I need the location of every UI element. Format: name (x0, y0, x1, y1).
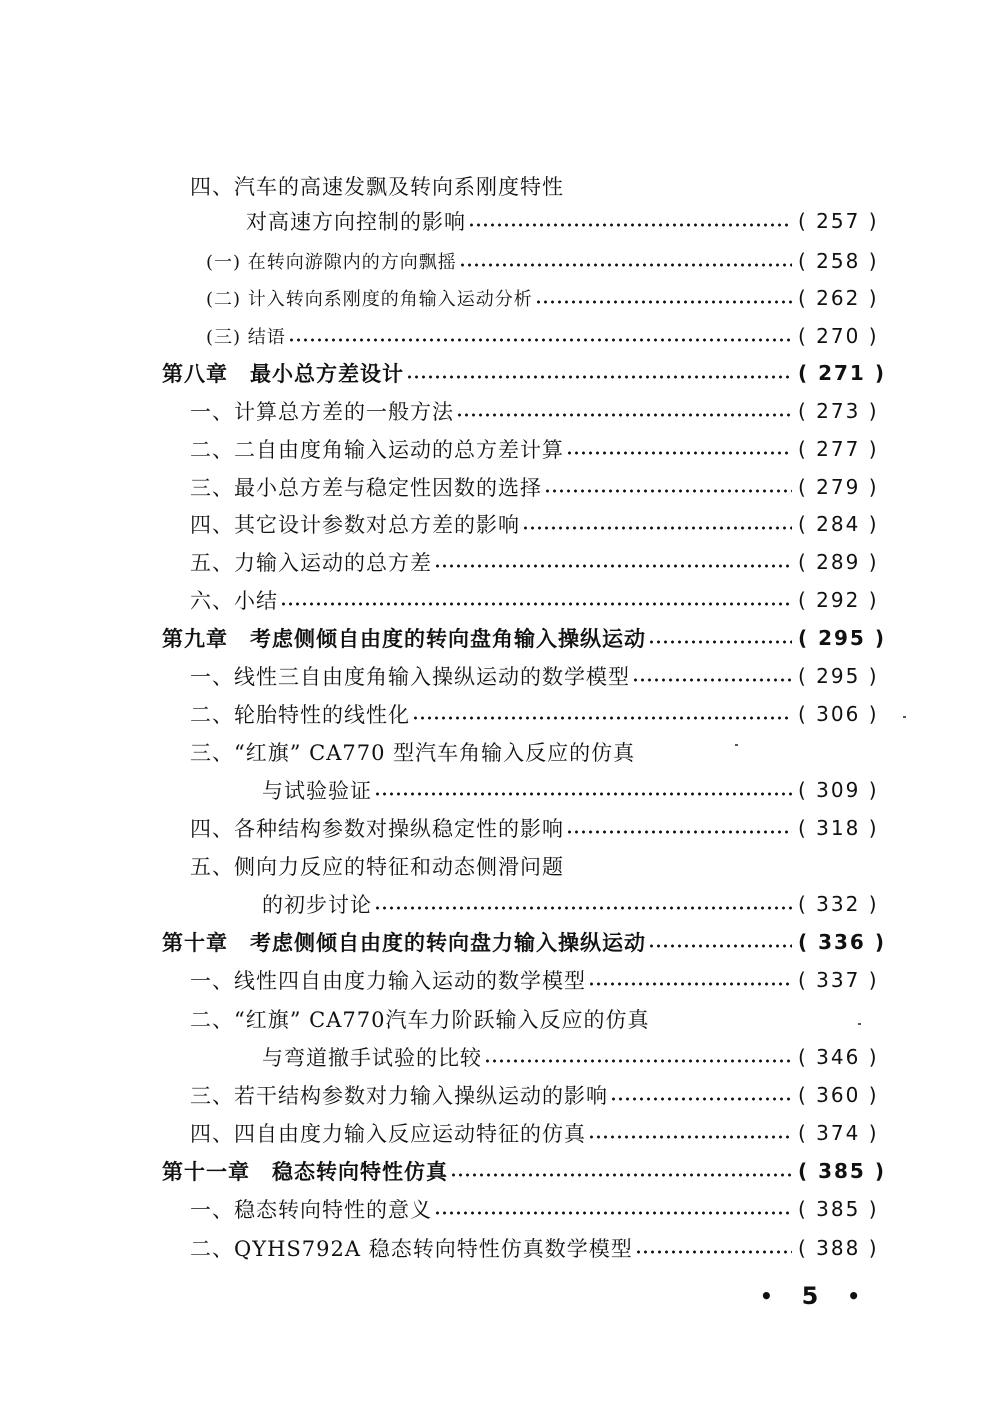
toc-entry-page: ( 273 ) (798, 399, 879, 423)
toc-entry-title: 与试验验证 (262, 779, 372, 803)
toc-entry-page: ( 271 ) (798, 361, 886, 385)
toc-entry (162, 619, 886, 657)
toc-entry-page: ( 257 ) (798, 209, 879, 233)
toc-entry-title: (三) 结语 (206, 327, 286, 348)
toc-entry (262, 771, 878, 809)
toc-entry-page: ( 289 ) (798, 550, 879, 574)
dot-leader (632, 676, 792, 684)
toc-entry (190, 167, 878, 205)
toc-entry (246, 202, 878, 240)
toc-entry-page: ( 258 ) (798, 249, 879, 273)
toc-entry-page: ( 346 ) (798, 1045, 879, 1069)
page-footer (760, 1282, 860, 1310)
toc-entry-title: 一、计算总方差的一般方法 (190, 400, 454, 424)
dot-leader (566, 828, 792, 836)
dot-leader (280, 600, 792, 608)
dot-leader (434, 1209, 792, 1217)
toc-entry (190, 468, 878, 506)
toc-entry (190, 1000, 878, 1038)
toc-entry-title: 二、二自由度角输入运动的总方差计算 (190, 438, 564, 462)
dot-leader (544, 487, 792, 495)
toc-entry (190, 657, 878, 695)
toc-entry-page: ( 318 ) (798, 816, 879, 840)
scan-speck (903, 716, 906, 718)
footer-left-mark: • (760, 1284, 773, 1308)
dot-leader (566, 449, 792, 457)
toc-entry-page: ( 295 ) (798, 626, 886, 650)
toc-entry (206, 317, 878, 355)
dot-leader (456, 411, 792, 419)
dot-leader (522, 524, 792, 532)
dot-leader (610, 1095, 792, 1103)
toc-entry (190, 505, 878, 543)
toc-entry-page: ( 336 ) (798, 930, 886, 954)
toc-entry-page: ( 385 ) (798, 1197, 879, 1221)
toc-entry-title: 二、“红旗” CA770汽车力阶跃输入反应的仿真 (190, 1008, 650, 1032)
dot-leader (535, 298, 792, 306)
toc-entry-title: 一、线性四自由度力输入运动的数学模型 (190, 969, 586, 993)
toc-entry-title: 三、最小总方差与稳定性因数的选择 (190, 476, 542, 500)
toc-entry-page: ( 332 ) (798, 892, 879, 916)
toc-entry-title: 第九章 考虑侧倾自由度的转向盘角输入操纵运动 (162, 626, 646, 651)
page-number: 5 (801, 1282, 819, 1310)
dot-leader (434, 562, 792, 570)
dot-leader (484, 1057, 792, 1065)
toc-entry (262, 1038, 878, 1076)
toc-entry (190, 543, 878, 581)
toc-entry-page: ( 270 ) (798, 324, 879, 348)
toc-entry-page: ( 295 ) (798, 664, 879, 688)
toc-entry-page: ( 279 ) (798, 475, 879, 499)
toc-entry-page: ( 306 ) (798, 702, 879, 726)
toc-entry-title: 的初步讨论 (262, 893, 372, 917)
toc-entry (190, 1114, 878, 1152)
toc-entry-page: ( 284 ) (798, 512, 879, 536)
toc-entry-title: (二) 计入转向系刚度的角输入运动分析 (206, 289, 533, 310)
toc-entry-page: ( 388 ) (798, 1236, 879, 1260)
toc-entry-title: 四、其它设计参数对总方差的影响 (190, 513, 520, 537)
dot-leader (374, 790, 792, 798)
toc-entry (206, 279, 878, 317)
toc-entry-title: 六、小结 (190, 589, 278, 613)
dot-leader (648, 942, 792, 950)
footer-right-mark: • (847, 1284, 860, 1308)
toc-entry-title: 一、线性三自由度角输入操纵运动的数学模型 (190, 665, 630, 689)
toc-entry-title: 第八章 最小总方差设计 (162, 361, 404, 386)
toc-entry-page: ( 277 ) (798, 437, 879, 461)
toc-entry (190, 695, 878, 733)
toc-entry-page: ( 309 ) (798, 778, 879, 802)
toc-entry (206, 242, 878, 280)
toc-entry-title: 对高速方向控制的影响 (246, 210, 466, 234)
toc-entry-page: ( 374 ) (798, 1121, 879, 1145)
toc-entry (190, 1190, 878, 1228)
dot-leader (588, 980, 792, 988)
toc-entry-page: ( 337 ) (798, 968, 879, 992)
toc-entry-title: 四、四自由度力输入反应运动特征的仿真 (190, 1122, 586, 1146)
scan-speck (735, 744, 738, 746)
toc-entry-page: ( 262 ) (798, 286, 879, 310)
toc-entry-title: 二、轮胎特性的线性化 (190, 703, 410, 727)
scan-speck (858, 1023, 861, 1025)
dot-leader (648, 638, 792, 646)
dot-leader (588, 1133, 792, 1141)
toc-entry (190, 581, 878, 619)
dot-leader (288, 336, 792, 344)
toc-entry-title: 四、各种结构参数对操纵稳定性的影响 (190, 817, 564, 841)
toc-entry-title: (一) 在转向游隙内的方向飘摇 (206, 252, 457, 273)
toc-entry (162, 923, 886, 961)
dot-leader (450, 1171, 792, 1179)
toc-entry-title: 五、力输入运动的总方差 (190, 551, 432, 575)
toc-entry-title: 三、若干结构参数对力输入操纵运动的影响 (190, 1084, 608, 1108)
toc-entry-title: 五、侧向力反应的特征和动态侧滑问题 (190, 855, 564, 879)
toc-entry (162, 1152, 886, 1190)
toc-entry (190, 809, 878, 847)
toc-entry-page: ( 385 ) (798, 1159, 886, 1183)
toc-entry-page: ( 360 ) (798, 1083, 879, 1107)
toc-entry (190, 1076, 878, 1114)
dot-leader (635, 1248, 792, 1256)
toc-entry-title: 四、汽车的高速发飘及转向系刚度特性 (190, 175, 564, 199)
toc-entry (190, 392, 878, 430)
toc-entry (190, 961, 878, 999)
toc-entry-title: 二、QYHS792A 稳态转向特性仿真数学模型 (190, 1237, 633, 1261)
dot-leader (374, 904, 792, 912)
toc-entry (190, 733, 878, 771)
dot-leader (459, 261, 792, 269)
toc-entry-title: 三、“红旗” CA770 型汽车角输入反应的仿真 (190, 741, 636, 765)
toc-entry-title: 一、稳态转向特性的意义 (190, 1198, 432, 1222)
dot-leader (468, 221, 792, 229)
toc-entry (190, 847, 878, 885)
toc-entry-page: ( 292 ) (798, 588, 879, 612)
toc-entry-title: 第十章 考虑侧倾自由度的转向盘力输入操纵运动 (162, 930, 646, 955)
toc-entry (190, 1229, 878, 1267)
toc-entry-title: 与弯道撤手试验的比较 (262, 1046, 482, 1070)
toc-entry (162, 354, 886, 392)
dot-leader (406, 373, 792, 381)
toc-entry (190, 430, 878, 468)
toc-entry (262, 885, 878, 923)
dot-leader (412, 714, 792, 722)
toc-entry-title: 第十一章 稳态转向特性仿真 (162, 1159, 448, 1184)
